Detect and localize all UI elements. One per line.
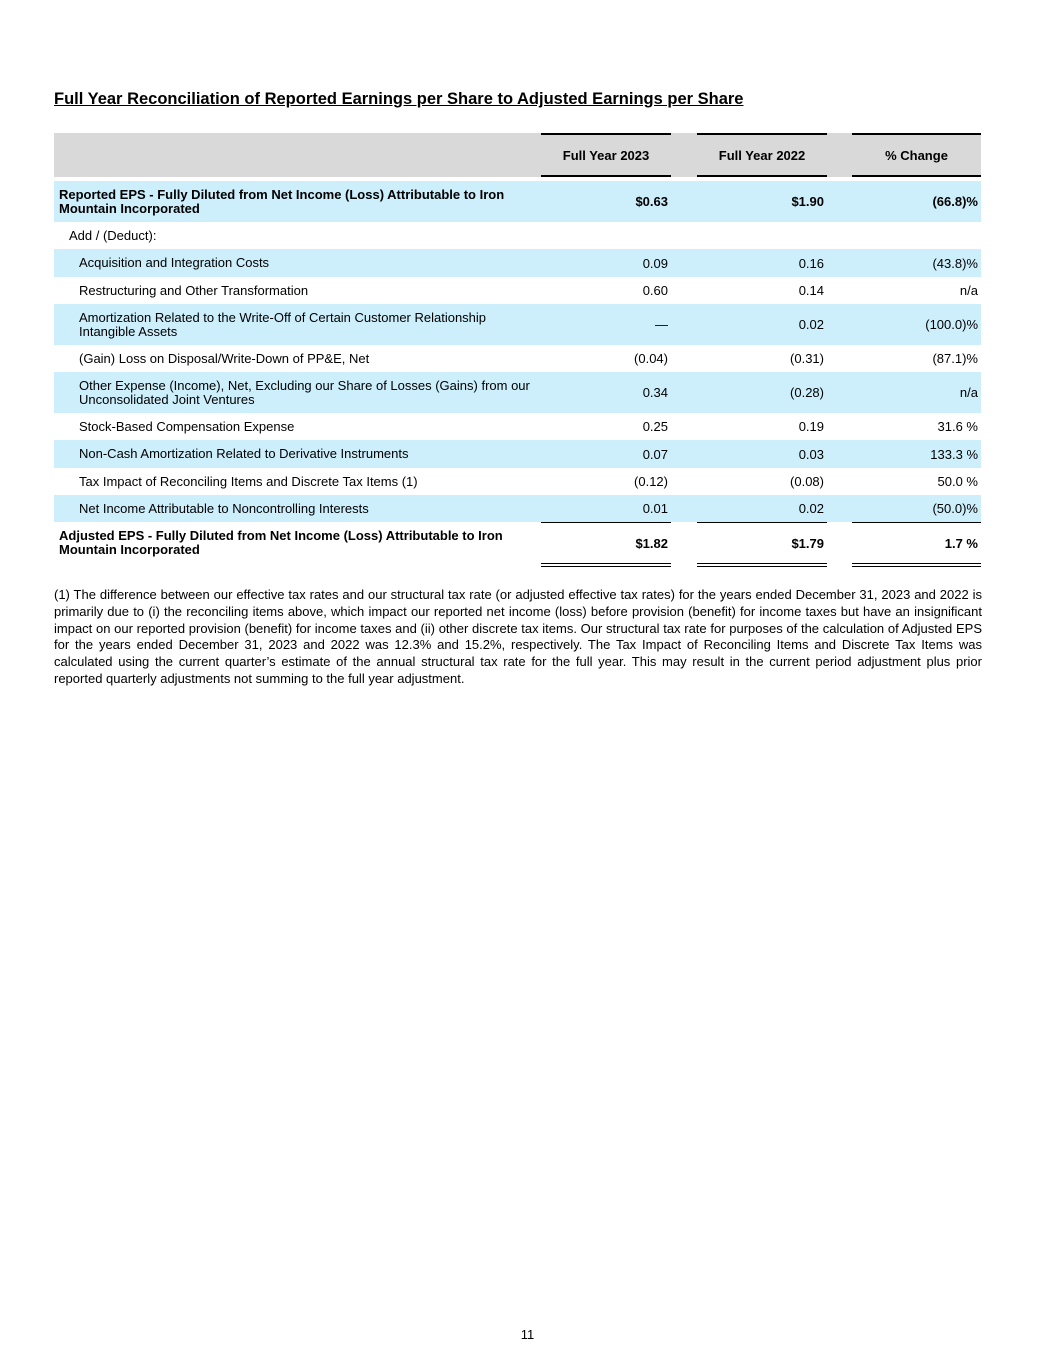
page-title: Full Year Reconciliation of Reported Earnings per Share to Adjusted Earnings per Share <box>54 90 744 108</box>
cell-change: 31.6 % <box>937 419 978 434</box>
cell-change: n/a <box>959 385 978 400</box>
cell-change: 50.0 % <box>937 474 978 489</box>
row-label: Non-Cash Amortization Related to Derivative Instruments <box>79 446 409 461</box>
table-row-total <box>54 522 981 563</box>
cell-change: n/a <box>959 283 978 298</box>
total-underline <box>541 563 671 567</box>
table-header <box>54 133 981 177</box>
row-label: Acquisition and Integration Costs <box>79 255 270 270</box>
cell-fy2023: (0.04) <box>634 351 668 366</box>
table-row <box>54 304 981 345</box>
cell-fy2023: (0.12) <box>634 474 668 489</box>
table-row <box>54 495 981 522</box>
page-number: 11 <box>520 1327 535 1342</box>
row-label: Tax Impact of Reconciling Items and Discrete Tax Items (1) <box>79 473 418 489</box>
cell-fy2023: — <box>655 317 668 332</box>
cell-fy2022: (0.28) <box>790 385 824 400</box>
row-label: Other Expense (Income), Net, Excluding our Share of Losses (Gains) from our Unconsolidated Joint Ventures <box>79 377 530 407</box>
table-row <box>54 372 981 413</box>
cell-fy2022: $1.79 <box>697 522 827 563</box>
cell-fy2022: 0.14 <box>798 283 824 298</box>
table-row <box>54 345 981 372</box>
row-label: Net Income Attributable to Noncontrolling Interests <box>79 500 369 516</box>
table-row <box>54 222 981 249</box>
cell-change: (43.8)% <box>932 255 978 271</box>
row-label: (Gain) Loss on Disposal/Write-Down of PP&E, Net <box>79 350 370 366</box>
cell-fy2022: (0.08) <box>790 474 824 489</box>
cell-fy2023: 0.60 <box>642 283 668 298</box>
cell-fy2022: 0.02 <box>798 501 824 516</box>
cell-fy2022: 0.16 <box>798 255 824 271</box>
row-label: Stock-Based Compensation Expense <box>79 418 295 434</box>
row-label: Restructuring and Other Transformation <box>79 282 309 298</box>
total-underline <box>852 563 981 567</box>
row-label: Add / (Deduct): <box>69 227 157 243</box>
cell-fy2022: 0.19 <box>798 419 824 434</box>
cell-fy2023: $0.63 <box>635 194 668 209</box>
double-underline <box>54 563 981 569</box>
row-label: Adjusted EPS - Fully Diluted from Net Income (Loss) Attributable to Iron Mountain Incorporated <box>59 527 503 557</box>
table-row <box>54 181 981 222</box>
cell-fy2022: (0.31) <box>790 351 824 366</box>
cell-fy2023: 0.09 <box>642 255 668 271</box>
table-row <box>54 440 981 468</box>
cell-fy2023: 0.07 <box>642 446 668 462</box>
cell-fy2023: 0.34 <box>642 385 668 400</box>
cell-fy2023: 0.25 <box>642 419 668 434</box>
total-underline <box>697 563 827 567</box>
cell-fy2022: 0.03 <box>798 446 824 462</box>
table-row <box>54 468 981 495</box>
cell-change: (50.0)% <box>932 501 978 516</box>
reconciliation-table <box>54 133 981 569</box>
table-row <box>54 277 981 304</box>
cell-fy2023: 0.01 <box>642 501 668 516</box>
cell-change: (100.0)% <box>925 317 978 332</box>
column-header-fy2022: Full Year 2022 <box>697 133 827 177</box>
cell-fy2022: 0.02 <box>798 317 824 332</box>
table-row <box>54 249 981 277</box>
column-header-fy2023: Full Year 2023 <box>541 133 671 177</box>
row-label: Amortization Related to the Write-Off of Certain Customer Relationship Intangible Assets <box>79 309 487 339</box>
cell-change: 133.3 % <box>930 446 978 462</box>
table-row <box>54 413 981 440</box>
footnote: (1) The difference between our effective tax rates and our structural tax rate (or adjusted effective tax rates) for the years ended December 31, 2023 and 2022 is primarily due to (i) the reconciling items above, which impact our reported net income (loss) before provision (benefit) for income taxes but have an insignificant impact on our reported provision (benefit) for income taxes and (ii) other discrete tax items. Our structural tax rate for purposes of the calculation of Adjusted EPS for the years ended December 31, 2023 and 2022 was 12.3% and 15.2%, respectively. The Tax Impact of Reconciling Items and Discrete Tax Items was calculated using the current quarter’s estimate of the annual structural tax rate for the full year. This may result in the current period adjustment plus prior reported quarterly adjustments not summing to the full year adjustment. <box>54 587 982 686</box>
cell-change: 1.7 % <box>852 522 981 563</box>
row-label: Reported EPS - Fully Diluted from Net Income (Loss) Attributable to Iron Mountain Incorporated <box>59 186 505 216</box>
cell-fy2023: $1.82 <box>541 522 671 563</box>
cell-fy2022: $1.90 <box>791 194 824 209</box>
column-header-change: % Change <box>852 133 981 177</box>
cell-change: (66.8)% <box>932 194 978 209</box>
cell-change: (87.1)% <box>932 351 978 366</box>
